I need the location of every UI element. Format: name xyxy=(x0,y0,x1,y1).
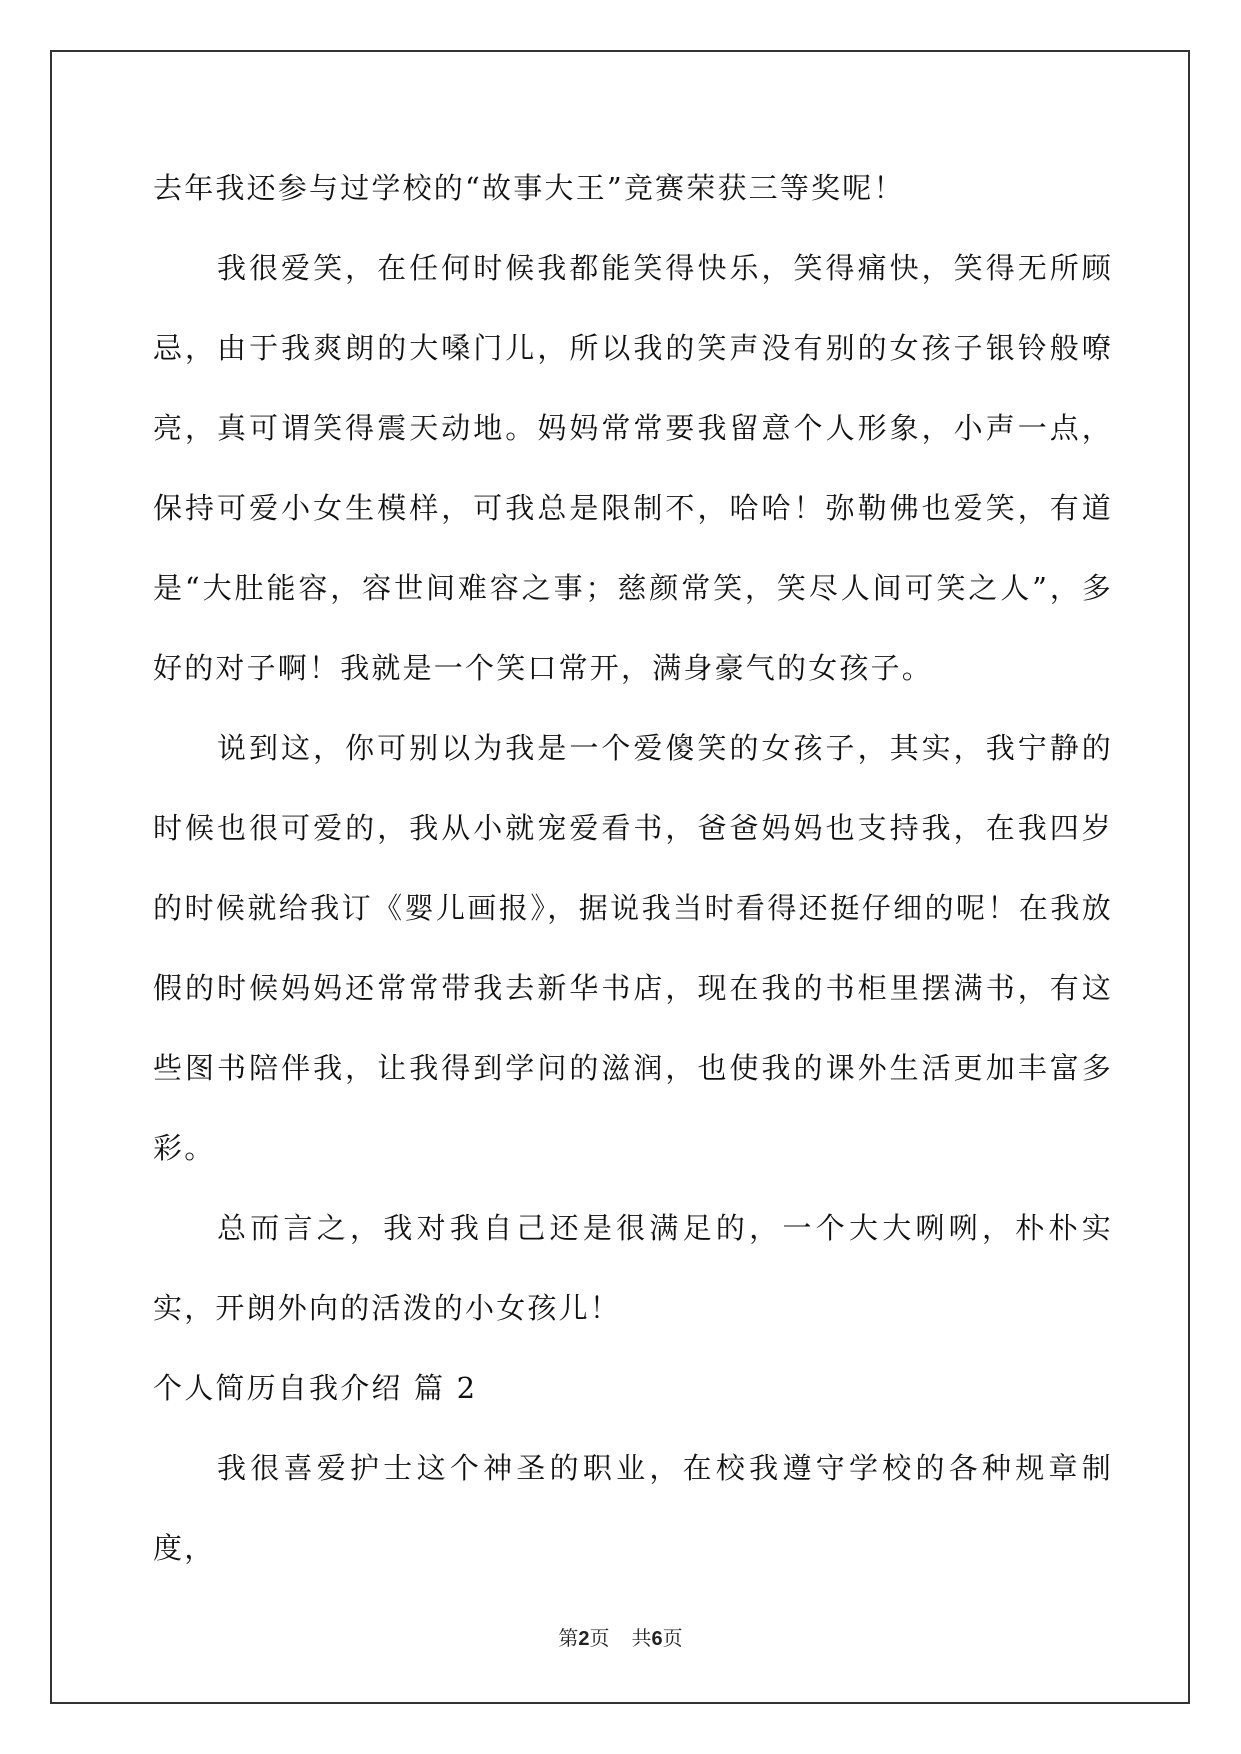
paragraph-5: 我很喜爱护士这个神圣的职业，在校我遵守学校的各种规章制度， xyxy=(153,1451,1113,1565)
footer-page-suffix: 页 xyxy=(589,1626,610,1650)
paragraph-3: 说到这，你可别以为我是一个爱傻笑的女孩子，其实，我宁静的时候也很可爱的，我从小就宠爱看书，爸爸妈妈也支持我，在我四岁的时候就给我订《婴儿画报》，据说我当时看得还挺仔细的呢！在我放假的时候妈妈还常常带我去新华书店，现在我的书柜里摆满书，有这些图书陪伴我，让我得到学问的滋润，也使我的课外生活更加丰富多彩。 xyxy=(153,731,1113,1165)
document-body xyxy=(153,148,1113,1588)
footer-total-prefix: 共 xyxy=(631,1626,652,1650)
footer-total-pages: 6 xyxy=(651,1628,663,1650)
section-heading: 个人简历自我介绍 篇 2 xyxy=(153,1371,478,1405)
paragraph-1: 去年我还参与过学校的“故事大王”竞赛荣获三等奖呢！ xyxy=(153,171,905,205)
page-footer xyxy=(0,1622,1241,1651)
paragraph-4: 总而言之，我对我自己还是很满足的，一个大大咧咧，朴朴实实，开朗外向的活泼的小女孩儿！ xyxy=(153,1211,1113,1325)
footer-total-suffix: 页 xyxy=(662,1626,683,1650)
footer-current-page: 2 xyxy=(578,1628,590,1650)
paragraph-2: 我很爱笑，在任何时候我都能笑得快乐，笑得痛快，笑得无所顾忌，由于我爽朗的大嗓门儿，所以我的笑声没有别的女孩子银铃般嘹亮，真可谓笑得震天动地。妈妈常常要我留意个人形象，小声一点，保持可爱小女生模样，可我总是限制不，哈哈！弥勒佛也爱笑，有道是“大肚能容，容世间难容之事；慈颜常笑，笑尽人间可笑之人”，多好的对子啊！我就是一个笑口常开，满身豪气的女孩子。 xyxy=(153,251,1113,685)
footer-prefix: 第 xyxy=(558,1626,579,1650)
